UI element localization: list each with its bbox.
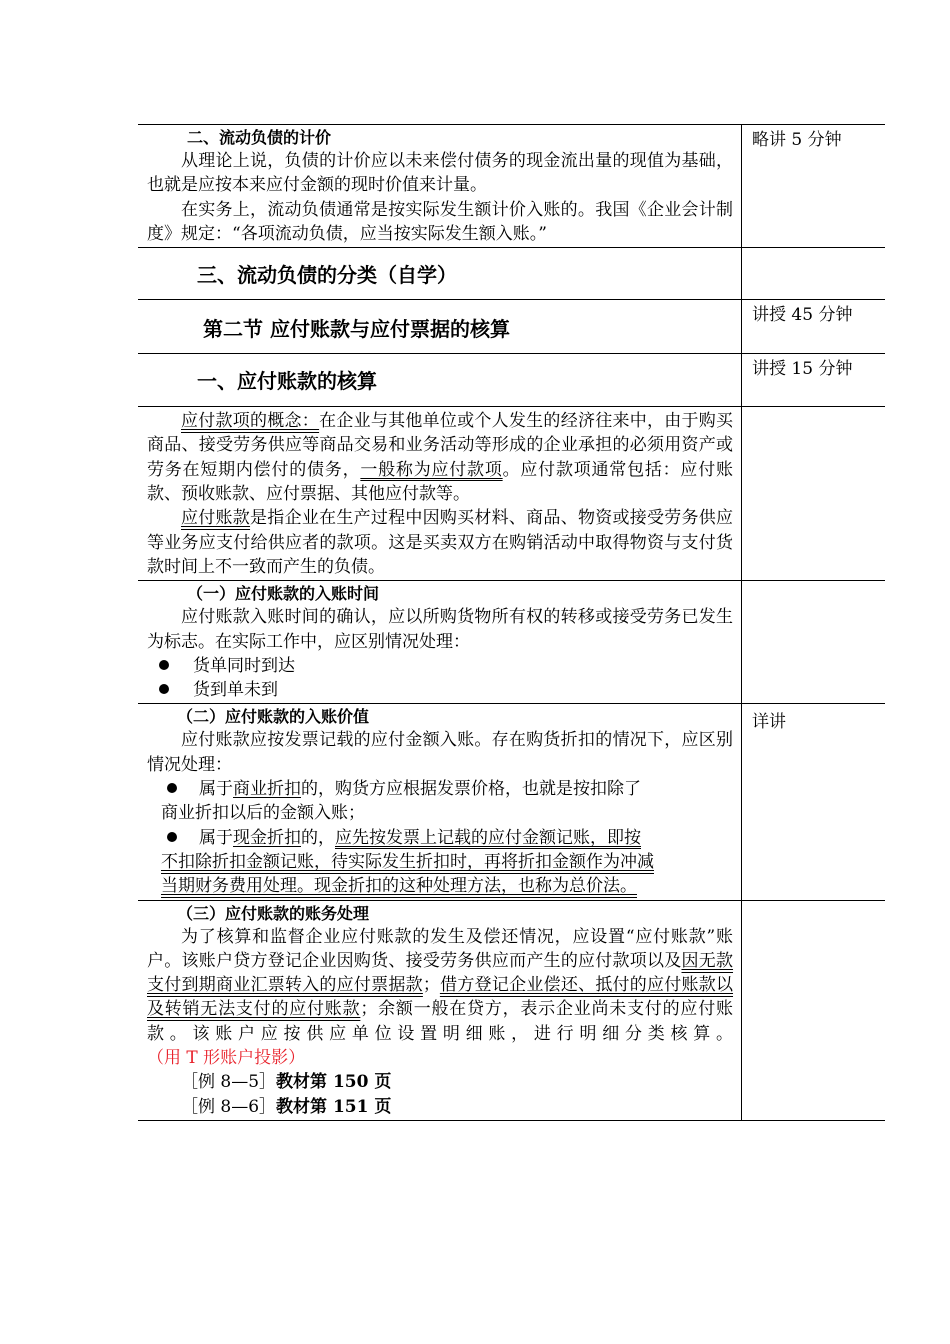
content-cell — [138, 125, 742, 248]
paragraph: 在实务上，流动负债通常是按实际发生额计价入账的。我国《企业会计制度》规定：“各项流动负债，应当按实际发生额入账。” — [147, 199, 733, 244]
text-underlined: 因无款支付到期商业汇票转入的应付票据款 — [147, 950, 734, 996]
section-heading: （二）应付账款的入账价值 — [177, 707, 370, 727]
note-cell — [742, 900, 886, 1120]
projection-note: （用 T 形账户投影） — [147, 1048, 306, 1069]
content-cell — [138, 581, 742, 704]
content-cell — [138, 704, 742, 900]
text-underlined: 当期财务费用处理。现金折扣的这种处理方法，也称为总价法。 — [161, 876, 637, 897]
bullet-icon — [159, 684, 169, 694]
section-heading: 二、流动负债的计价 — [187, 128, 332, 147]
content-cell — [138, 300, 742, 354]
paragraph — [147, 925, 733, 1071]
table-row — [138, 900, 885, 1120]
text-span: ； — [422, 975, 440, 996]
table-row — [138, 581, 885, 704]
table-row — [138, 248, 885, 300]
text-span: 。应付款项通常包括：应付账款、预收账款、应付票据、其他应付款等。 — [147, 459, 733, 505]
section-heading: （三）应付账款的账务处理 — [177, 903, 370, 923]
list-item — [147, 678, 733, 702]
example-label: ［例 8—5］ — [181, 1072, 277, 1093]
note-cell — [742, 407, 886, 581]
text-span: 属于 — [199, 779, 233, 800]
example-label: ［例 8—6］ — [181, 1096, 277, 1117]
term-underlined: 商业折扣 — [233, 779, 301, 800]
content-cell — [138, 407, 742, 581]
list-item-continuation — [147, 874, 733, 898]
content-cell — [138, 248, 742, 300]
list-item-continuation — [147, 850, 733, 874]
paragraph — [147, 506, 733, 579]
section-heading: 一、应付账款的核算 — [197, 369, 377, 394]
text-span: 在企业与其他单位或个人发生的经济往来中，由于购买商品、接受劳务供应等商品交易和业务活动等形成的企业承担的必须用资产或劳务在短期内偿付的债务， — [147, 411, 734, 480]
content-cell — [138, 354, 742, 407]
note-cell: 讲授 15 分钟 — [742, 354, 886, 407]
note-cell: 略讲 5 分钟 — [742, 125, 886, 248]
text-span: 为了核算和监督企业应付账款的发生及偿还情况，应设置“应付账款”账户。该账户贷方登记企业因购货、接受劳务供应而产生的应付款项以及 — [147, 926, 733, 971]
example-reference — [147, 1095, 733, 1119]
chapter-section-title: 第二节 应付账款与应付票据的核算 — [203, 317, 510, 342]
text-span: 属于 — [199, 827, 233, 848]
term-underlined: 现金折扣 — [233, 827, 301, 848]
section-heading: 三、流动负债的分类（自学） — [197, 263, 457, 288]
text-span: 的，购货方应根据发票价格，也就是按扣除了 — [301, 779, 641, 800]
note-cell — [742, 248, 886, 300]
list-item-continuation: 商业折扣以后的金额入账； — [161, 803, 365, 824]
term-underlined: 应付款项的概念： — [181, 411, 320, 432]
table-row — [138, 125, 885, 248]
note-cell: 详讲 — [742, 704, 886, 900]
content-cell — [138, 900, 742, 1120]
bullet-icon — [167, 783, 177, 793]
paragraph: 应付账款入账时间的确认，应以所购货物所有权的转移或接受劳务已发生为标志。在实际工作中，应区别情况处理： — [147, 607, 733, 652]
note-cell: 讲授 45 分钟 — [742, 300, 886, 354]
paragraph: 从理论上说，负债的计价应以未来偿付债务的现金流出量的现值为基础，也就是应按本来应付金额的现时价值来计量。 — [147, 151, 733, 196]
text-span: 的， — [301, 827, 335, 848]
bullet-icon — [159, 660, 169, 670]
list-item-text: 货单同时到达 — [193, 655, 295, 676]
term-underlined: 一般称为应付款项 — [360, 459, 503, 480]
note-cell — [742, 581, 886, 704]
text-span: 是指企业在生产过程中因购买材料、商品、物资或接受劳务供应等业务应支付给供应者的款项。这是买卖双方在购销活动中取得物资与支付货款时间上不一致而产生的负债。 — [147, 508, 734, 577]
list-item — [147, 777, 733, 801]
text-underlined: 借方登记企业偿还、抵付的应付账款以及转销无法支付的应付账款 — [147, 975, 734, 1020]
paragraph — [147, 409, 733, 506]
list-item — [147, 654, 733, 678]
table-row — [138, 407, 885, 581]
section-heading: （一）应付账款的入账时间 — [187, 584, 380, 604]
text-span: ；余额一般在贷方，表示企业尚未支付的应付账款。该账户应按供应单位设置明细账，进行明细分类核算。 — [147, 999, 733, 1044]
table-row — [138, 300, 885, 354]
example-reference — [147, 1070, 733, 1094]
lecture-notes-table — [138, 124, 885, 1121]
bullet-icon — [167, 832, 177, 842]
text-underlined: 不扣除折扣金额记账，待实际发生折扣时，再将折扣金额作为冲减 — [161, 851, 654, 872]
list-item-text: 货到单未到 — [193, 680, 278, 701]
textbook-page-ref: 教材第 151 页 — [276, 1096, 392, 1117]
term-underlined: 应付账款 — [181, 508, 251, 529]
text-underlined: 应先按发票上记载的应付金额记账，即按 — [335, 827, 641, 848]
textbook-page-ref: 教材第 150 页 — [276, 1072, 392, 1093]
table-row — [138, 354, 885, 407]
table-row — [138, 704, 885, 900]
list-item — [147, 826, 733, 850]
paragraph: 应付账款应按发票记载的应付金额入账。存在购货折扣的情况下，应区别情况处理： — [147, 730, 733, 775]
